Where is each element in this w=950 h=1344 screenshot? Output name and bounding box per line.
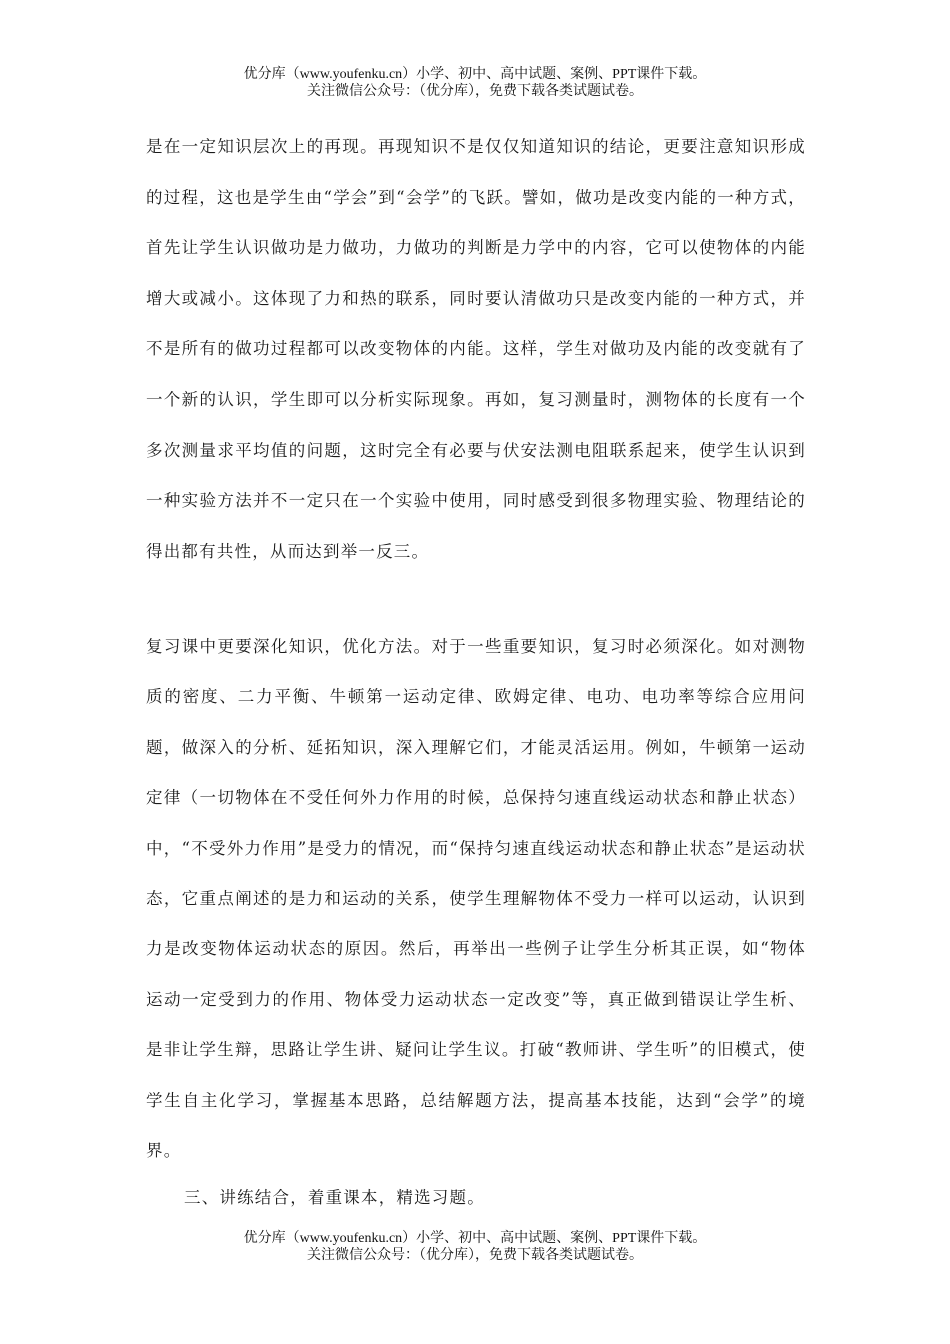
header-line-1: 优分库（www.youfenku.cn）小学、初中、高中试题、案例、PPT课件下载。 bbox=[243, 67, 707, 82]
page-footer bbox=[0, 1230, 950, 1264]
paragraph-deepen-knowledge: 复习课中更要深化知识，优化方法。对于一些重要知识，复习时必须深化。如对测物质的密度、二力平衡、牛顿第一运动定律、欧姆定律、电功、电功率等综合应用问题，做深入的分析、延拓知识，深入理解它们，才能灵活运用。例如，牛顿第一运动定律（一切物体在不受任何外力作用的时候，总保持匀速直线运动状态和静止状态）中，“不受外力作用”是受力的情况，而“保持匀速直线运动状态和静止状态”是运动状态，它重点阐述的是力和运动的关系，使学生理解物体不受力一样可以运动，认识到力是改变物体运动状态的原因。然后，再举出一些例子让学生分析其正误，如“物体运动一定受到力的作用、物体受力运动状态一定改变”等，真正做到错误让学生析、是非让学生辩，思路让学生讲、疑问让学生议。打破“教师讲、学生听”的旧模式，使学生自主化学习，掌握基本思路，总结解题方法，提高基本技能，达到“会学”的境界。 bbox=[146, 637, 806, 1161]
footer-line-2: 关注微信公众号：（优分库），免费下载各类试题试卷。 bbox=[307, 1248, 643, 1263]
page-header bbox=[0, 66, 950, 100]
footer-line-1: 优分库（www.youfenku.cn）小学、初中、高中试题、案例、PPT课件下载。 bbox=[243, 1231, 707, 1246]
header-line-2: 关注微信公众号：（优分库），免费下载各类试题试卷。 bbox=[307, 84, 643, 99]
paragraph-continuation: 是在一定知识层次上的再现。再现知识不是仅仅知道知识的结论，更要注意知识形成的过程，这也是学生由“学会”到“会学”的飞跃。譬如，做功是改变内能的一种方式，首先让学生认识做功是力做功，力做功的判断是力学中的内容，它可以使物体的内能增大或减小。这体现了力和热的联系，同时要认清做功只是改变内能的一种方式，并不是所有的做功过程都可以改变物体的内能。这样，学生对做功及内能的改变就有了一个新的认识，学生即可以分析实际现象。再如，复习测量时，测物体的长度有一个多次测量求平均值的问题，这时完全有必要与伏安法测电阻联系起来，使学生认识到一种实验方法并不一定只在一个实验中使用，同时感受到很多物理实验、物理结论的得出都有共性，从而达到举一反三。 bbox=[146, 137, 806, 561]
section-heading-3: 三、讲练结合，着重课本，精选习题。 bbox=[184, 1188, 485, 1207]
